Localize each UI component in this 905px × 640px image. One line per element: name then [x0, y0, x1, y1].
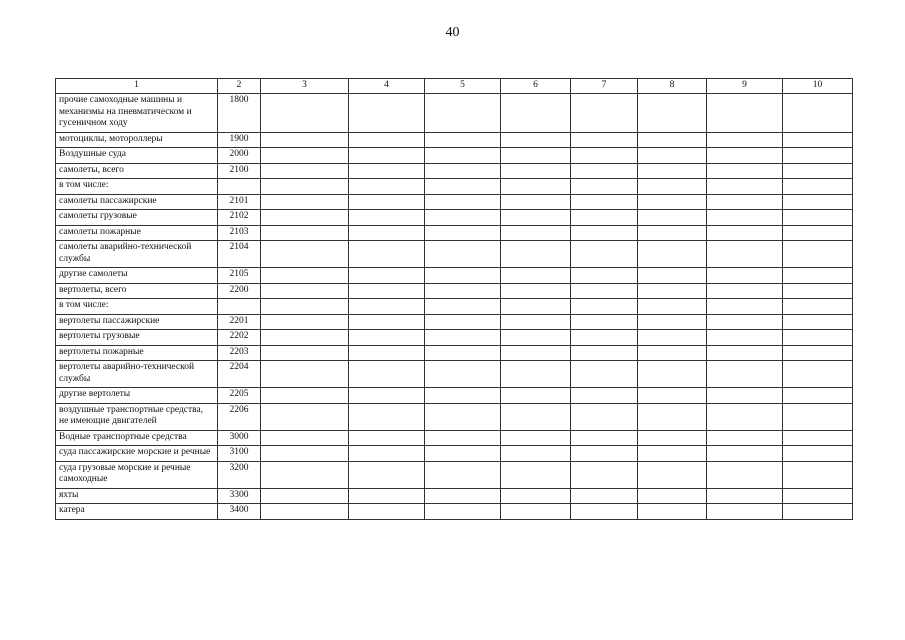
empty-cell: [638, 241, 707, 268]
row-name: прочие самоходные машины и механизмы на пневматическом и гусеничном ходу: [56, 94, 218, 133]
row-code: 3100: [218, 446, 261, 462]
empty-cell: [349, 361, 425, 388]
empty-cell: [707, 361, 783, 388]
table-row: [56, 430, 853, 446]
empty-cell: [638, 430, 707, 446]
row-name: воздушные транспортные средства, не имеющие двигателей: [56, 403, 218, 430]
empty-cell: [261, 94, 349, 133]
empty-cell: [261, 179, 349, 195]
empty-cell: [707, 388, 783, 404]
empty-cell: [349, 283, 425, 299]
empty-cell: [501, 210, 571, 226]
header-row: [56, 79, 853, 94]
empty-cell: [261, 388, 349, 404]
table-row: [56, 179, 853, 195]
empty-cell: [349, 330, 425, 346]
empty-cell: [349, 225, 425, 241]
empty-cell: [425, 403, 501, 430]
row-name: самолеты грузовые: [56, 210, 218, 226]
row-name: самолеты аварийно-технической службы: [56, 241, 218, 268]
column-header: 10: [783, 79, 853, 94]
table-row: [56, 225, 853, 241]
empty-cell: [349, 345, 425, 361]
empty-cell: [261, 148, 349, 164]
table-row: [56, 94, 853, 133]
column-header: 9: [707, 79, 783, 94]
empty-cell: [425, 299, 501, 315]
empty-cell: [425, 388, 501, 404]
empty-cell: [707, 446, 783, 462]
empty-cell: [707, 283, 783, 299]
table-row: [56, 299, 853, 315]
row-code: 1800: [218, 94, 261, 133]
empty-cell: [783, 403, 853, 430]
empty-cell: [638, 194, 707, 210]
empty-cell: [571, 194, 638, 210]
empty-cell: [783, 283, 853, 299]
empty-cell: [501, 241, 571, 268]
empty-cell: [425, 268, 501, 284]
empty-cell: [571, 148, 638, 164]
table-row: [56, 148, 853, 164]
empty-cell: [501, 132, 571, 148]
row-name: вертолеты пожарные: [56, 345, 218, 361]
empty-cell: [261, 345, 349, 361]
column-header: 1: [56, 79, 218, 94]
row-name: мотоциклы, мотороллеры: [56, 132, 218, 148]
row-code: 1900: [218, 132, 261, 148]
empty-cell: [783, 94, 853, 133]
table-row: [56, 504, 853, 520]
empty-cell: [501, 461, 571, 488]
empty-cell: [571, 345, 638, 361]
table-row: [56, 241, 853, 268]
empty-cell: [501, 148, 571, 164]
empty-cell: [571, 132, 638, 148]
row-code: 2102: [218, 210, 261, 226]
table-row: [56, 388, 853, 404]
row-code: [218, 299, 261, 315]
empty-cell: [707, 461, 783, 488]
empty-cell: [783, 179, 853, 195]
empty-cell: [349, 403, 425, 430]
empty-cell: [571, 94, 638, 133]
table-row: [56, 488, 853, 504]
empty-cell: [261, 461, 349, 488]
row-name: самолеты, всего: [56, 163, 218, 179]
row-name: в том числе:: [56, 179, 218, 195]
empty-cell: [707, 504, 783, 520]
empty-cell: [501, 345, 571, 361]
empty-cell: [638, 132, 707, 148]
empty-cell: [349, 268, 425, 284]
row-code: 2105: [218, 268, 261, 284]
empty-cell: [501, 225, 571, 241]
empty-cell: [261, 132, 349, 148]
empty-cell: [783, 132, 853, 148]
empty-cell: [571, 446, 638, 462]
table-row: [56, 163, 853, 179]
empty-cell: [707, 163, 783, 179]
empty-cell: [571, 179, 638, 195]
empty-cell: [638, 345, 707, 361]
row-code: 2203: [218, 345, 261, 361]
empty-cell: [707, 132, 783, 148]
row-code: 2104: [218, 241, 261, 268]
row-name: в том числе:: [56, 299, 218, 315]
empty-cell: [783, 163, 853, 179]
column-header: 7: [571, 79, 638, 94]
row-code: 2205: [218, 388, 261, 404]
row-code: 2201: [218, 314, 261, 330]
empty-cell: [783, 225, 853, 241]
empty-cell: [349, 488, 425, 504]
empty-cell: [783, 345, 853, 361]
row-name: вертолеты, всего: [56, 283, 218, 299]
empty-cell: [638, 330, 707, 346]
column-header: 4: [349, 79, 425, 94]
empty-cell: [261, 163, 349, 179]
empty-cell: [501, 504, 571, 520]
empty-cell: [425, 210, 501, 226]
table-row: [56, 132, 853, 148]
empty-cell: [501, 446, 571, 462]
table-row: [56, 330, 853, 346]
row-name: самолеты пожарные: [56, 225, 218, 241]
table-row: [56, 361, 853, 388]
empty-cell: [638, 179, 707, 195]
empty-cell: [783, 314, 853, 330]
empty-cell: [425, 504, 501, 520]
row-name: вертолеты аварийно-технической службы: [56, 361, 218, 388]
empty-cell: [638, 388, 707, 404]
empty-cell: [638, 283, 707, 299]
empty-cell: [425, 179, 501, 195]
empty-cell: [571, 283, 638, 299]
empty-cell: [638, 163, 707, 179]
empty-cell: [261, 403, 349, 430]
empty-cell: [425, 345, 501, 361]
empty-cell: [425, 132, 501, 148]
empty-cell: [638, 403, 707, 430]
empty-cell: [571, 461, 638, 488]
empty-cell: [783, 488, 853, 504]
empty-cell: [707, 314, 783, 330]
column-header: 8: [638, 79, 707, 94]
row-code: 3000: [218, 430, 261, 446]
page-number: 40: [445, 25, 460, 40]
empty-cell: [783, 194, 853, 210]
empty-cell: [783, 446, 853, 462]
empty-cell: [707, 179, 783, 195]
empty-cell: [571, 403, 638, 430]
empty-cell: [783, 430, 853, 446]
empty-cell: [261, 488, 349, 504]
empty-cell: [349, 504, 425, 520]
row-name: суда грузовые морские и речные самоходные: [56, 461, 218, 488]
empty-cell: [425, 488, 501, 504]
row-name: самолеты пассажирские: [56, 194, 218, 210]
empty-cell: [707, 225, 783, 241]
row-name: вертолеты грузовые: [56, 330, 218, 346]
row-code: 2200: [218, 283, 261, 299]
empty-cell: [349, 148, 425, 164]
empty-cell: [571, 361, 638, 388]
table-row: [56, 283, 853, 299]
row-code: 3200: [218, 461, 261, 488]
empty-cell: [783, 461, 853, 488]
empty-cell: [425, 148, 501, 164]
empty-cell: [425, 241, 501, 268]
empty-cell: [638, 488, 707, 504]
empty-cell: [571, 225, 638, 241]
report-table: [55, 78, 853, 520]
empty-cell: [571, 430, 638, 446]
row-code: 2206: [218, 403, 261, 430]
row-name: яхты: [56, 488, 218, 504]
empty-cell: [501, 299, 571, 315]
empty-cell: [783, 361, 853, 388]
empty-cell: [501, 403, 571, 430]
empty-cell: [707, 403, 783, 430]
empty-cell: [707, 210, 783, 226]
empty-cell: [783, 241, 853, 268]
empty-cell: [425, 314, 501, 330]
empty-cell: [707, 488, 783, 504]
empty-cell: [707, 430, 783, 446]
empty-cell: [349, 461, 425, 488]
empty-cell: [425, 446, 501, 462]
table-row: [56, 345, 853, 361]
row-name: Воздушные суда: [56, 148, 218, 164]
empty-cell: [571, 388, 638, 404]
empty-cell: [501, 488, 571, 504]
row-name: другие самолеты: [56, 268, 218, 284]
empty-cell: [349, 314, 425, 330]
empty-cell: [349, 299, 425, 315]
empty-cell: [783, 148, 853, 164]
empty-cell: [571, 504, 638, 520]
empty-cell: [349, 132, 425, 148]
empty-cell: [501, 361, 571, 388]
empty-cell: [349, 446, 425, 462]
empty-cell: [425, 94, 501, 133]
empty-cell: [349, 94, 425, 133]
empty-cell: [425, 330, 501, 346]
empty-cell: [571, 241, 638, 268]
empty-cell: [783, 330, 853, 346]
empty-cell: [425, 361, 501, 388]
row-name: другие вертолеты: [56, 388, 218, 404]
empty-cell: [349, 388, 425, 404]
table-row: [56, 446, 853, 462]
row-code: 2202: [218, 330, 261, 346]
empty-cell: [638, 210, 707, 226]
empty-cell: [501, 330, 571, 346]
table-row: [56, 403, 853, 430]
row-name: вертолеты пассажирские: [56, 314, 218, 330]
row-name: катера: [56, 504, 218, 520]
row-code: 2101: [218, 194, 261, 210]
empty-cell: [783, 210, 853, 226]
empty-cell: [707, 299, 783, 315]
empty-cell: [261, 330, 349, 346]
empty-cell: [571, 210, 638, 226]
empty-cell: [571, 268, 638, 284]
table-row: [56, 268, 853, 284]
empty-cell: [261, 283, 349, 299]
column-header: 6: [501, 79, 571, 94]
empty-cell: [349, 194, 425, 210]
row-name: суда пассажирские морские и речные: [56, 446, 218, 462]
empty-cell: [425, 225, 501, 241]
column-header: 3: [261, 79, 349, 94]
empty-cell: [261, 430, 349, 446]
empty-cell: [783, 504, 853, 520]
empty-cell: [571, 314, 638, 330]
empty-cell: [261, 446, 349, 462]
empty-cell: [638, 268, 707, 284]
empty-cell: [261, 210, 349, 226]
empty-cell: [707, 241, 783, 268]
empty-cell: [638, 299, 707, 315]
empty-cell: [425, 283, 501, 299]
empty-cell: [638, 461, 707, 488]
empty-cell: [783, 388, 853, 404]
empty-cell: [638, 225, 707, 241]
empty-cell: [261, 314, 349, 330]
row-name: Водные транспортные средства: [56, 430, 218, 446]
empty-cell: [425, 461, 501, 488]
empty-cell: [501, 194, 571, 210]
table-row: [56, 314, 853, 330]
empty-cell: [707, 148, 783, 164]
row-code: 2103: [218, 225, 261, 241]
empty-cell: [638, 94, 707, 133]
empty-cell: [638, 446, 707, 462]
empty-cell: [349, 430, 425, 446]
empty-cell: [571, 299, 638, 315]
table-row: [56, 194, 853, 210]
empty-cell: [425, 194, 501, 210]
empty-cell: [261, 504, 349, 520]
empty-cell: [501, 388, 571, 404]
empty-cell: [261, 299, 349, 315]
row-code: 2000: [218, 148, 261, 164]
row-code: 3300: [218, 488, 261, 504]
empty-cell: [349, 163, 425, 179]
empty-cell: [501, 163, 571, 179]
row-code: 3400: [218, 504, 261, 520]
empty-cell: [501, 179, 571, 195]
empty-cell: [783, 299, 853, 315]
empty-cell: [349, 241, 425, 268]
empty-cell: [261, 361, 349, 388]
empty-cell: [638, 361, 707, 388]
empty-cell: [501, 430, 571, 446]
empty-cell: [638, 314, 707, 330]
empty-cell: [638, 148, 707, 164]
empty-cell: [425, 430, 501, 446]
table-row: [56, 210, 853, 226]
empty-cell: [425, 163, 501, 179]
empty-cell: [501, 268, 571, 284]
empty-cell: [571, 163, 638, 179]
table-body: [56, 94, 853, 520]
column-header: 2: [218, 79, 261, 94]
empty-cell: [261, 225, 349, 241]
empty-cell: [783, 268, 853, 284]
empty-cell: [261, 194, 349, 210]
empty-cell: [349, 179, 425, 195]
column-header: 5: [425, 79, 501, 94]
empty-cell: [571, 488, 638, 504]
empty-cell: [707, 345, 783, 361]
row-code: 2204: [218, 361, 261, 388]
empty-cell: [501, 314, 571, 330]
empty-cell: [707, 330, 783, 346]
empty-cell: [261, 241, 349, 268]
empty-cell: [707, 268, 783, 284]
empty-cell: [349, 210, 425, 226]
empty-cell: [261, 268, 349, 284]
empty-cell: [571, 330, 638, 346]
empty-cell: [638, 504, 707, 520]
row-code: 2100: [218, 163, 261, 179]
table-row: [56, 461, 853, 488]
empty-cell: [707, 194, 783, 210]
empty-cell: [707, 94, 783, 133]
empty-cell: [501, 94, 571, 133]
empty-cell: [501, 283, 571, 299]
row-code: [218, 179, 261, 195]
